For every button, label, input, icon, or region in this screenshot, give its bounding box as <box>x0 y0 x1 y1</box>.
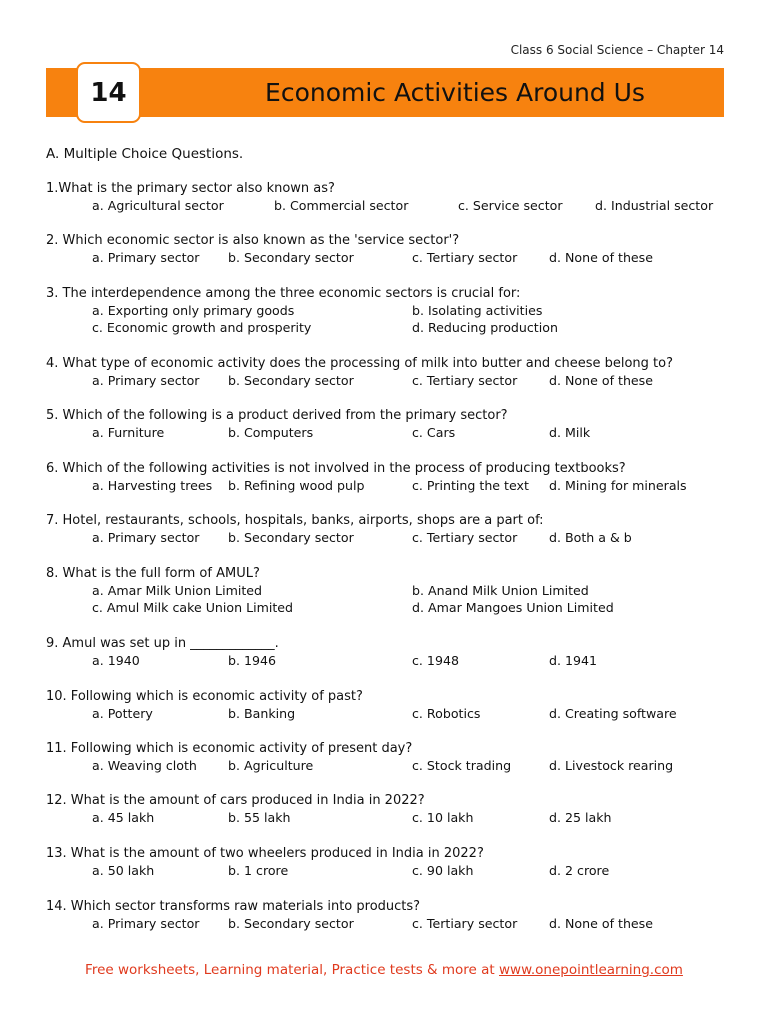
answer-option: a. Furniture <box>92 425 165 440</box>
answer-option: c. Service sector <box>458 198 563 213</box>
question-item <box>46 740 726 774</box>
option-row <box>46 705 726 722</box>
answer-option: c. Tertiary sector <box>412 373 518 388</box>
answer-option: b. Secondary sector <box>228 373 354 388</box>
option-row <box>46 477 726 494</box>
answer-option: b. Secondary sector <box>228 530 354 545</box>
question-text: 7. Hotel, restaurants, schools, hospitals, banks, airports, shops are a part of: <box>46 513 544 528</box>
question-item <box>46 688 726 722</box>
option-row <box>46 529 726 546</box>
answer-option: d. 25 lakh <box>549 810 612 825</box>
answer-option: c. Tertiary sector <box>412 916 518 931</box>
footer-text: Free worksheets, Learning material, Practice tests & more at <box>85 962 499 978</box>
answer-option: a. Primary sector <box>92 916 200 931</box>
answer-option: c. Printing the text <box>412 478 529 493</box>
answer-option: b. Anand Milk Union Limited <box>412 583 589 598</box>
question-text: 5. Which of the following is a product derived from the primary sector? <box>46 408 508 423</box>
option-row <box>46 302 726 319</box>
question-item <box>46 512 726 546</box>
answer-option: a. Pottery <box>92 706 153 721</box>
question-item <box>46 792 726 826</box>
option-row <box>46 915 726 932</box>
question-item <box>46 460 726 494</box>
answer-option: a. 1940 <box>92 653 140 668</box>
answer-option: d. Amar Mangoes Union Limited <box>412 600 614 615</box>
chapter-title-banner <box>46 68 724 117</box>
question-text: 10. Following which is economic activity of past? <box>46 689 363 704</box>
question-text: 14. Which sector transforms raw materials into products? <box>46 899 421 914</box>
answer-option: b. Commercial sector <box>274 198 409 213</box>
question-item <box>46 635 726 669</box>
answer-option: d. 2 crore <box>549 863 610 878</box>
question-item <box>46 232 726 266</box>
question-item <box>46 565 726 616</box>
answer-option: c. Stock trading <box>412 758 512 773</box>
option-row <box>46 197 726 214</box>
answer-option: b. Computers <box>228 425 314 440</box>
answer-option: d. Milk <box>549 425 591 440</box>
answer-option: b. Secondary sector <box>228 916 354 931</box>
answer-option: d. Both a & b <box>549 530 632 545</box>
answer-option: d. Reducing production <box>412 320 558 335</box>
question-text: 3. The interdependence among the three economic sectors is crucial for: <box>46 286 521 301</box>
option-row <box>46 582 726 599</box>
option-row <box>46 757 726 774</box>
answer-option: b. Isolating activities <box>412 303 543 318</box>
answer-option: c. Tertiary sector <box>412 250 518 265</box>
answer-option: b. Agriculture <box>228 758 314 773</box>
section-heading: A. Multiple Choice Questions. <box>46 146 244 162</box>
option-row <box>46 424 726 441</box>
answer-option: c. Robotics <box>412 706 481 721</box>
answer-option: c. 90 lakh <box>412 863 474 878</box>
answer-option: d. None of these <box>549 373 653 388</box>
answer-option: b. 55 lakh <box>228 810 291 825</box>
answer-option: a. Agricultural sector <box>92 198 224 213</box>
answer-option: a. Exporting only primary goods <box>92 303 295 318</box>
question-text: 12. What is the amount of cars produced in India in 2022? <box>46 793 425 808</box>
answer-option: d. Industrial sector <box>595 198 714 213</box>
question-text: 1.What is the primary sector also known as? <box>46 181 335 196</box>
answer-option: d. None of these <box>549 250 653 265</box>
question-text: 9. Amul was set up in _____________. <box>46 636 279 651</box>
question-text: 2. Which economic sector is also known as the 'service sector'? <box>46 233 460 248</box>
option-row <box>46 599 726 616</box>
answer-option: c. Tertiary sector <box>412 530 518 545</box>
question-item <box>46 845 726 879</box>
question-item <box>46 898 726 932</box>
answer-option: b. 1946 <box>228 653 277 668</box>
answer-option: a. Amar Milk Union Limited <box>92 583 263 598</box>
option-row <box>46 319 726 336</box>
answer-option: a. Weaving cloth <box>92 758 197 773</box>
option-row <box>46 809 726 826</box>
question-text: 13. What is the amount of two wheelers produced in India in 2022? <box>46 846 484 861</box>
answer-option: d. Creating software <box>549 706 677 721</box>
answer-option: d. 1941 <box>549 653 598 668</box>
answer-option: c. 10 lakh <box>412 810 474 825</box>
answer-option: a. 45 lakh <box>92 810 155 825</box>
answer-option: a. Primary sector <box>92 530 200 545</box>
answer-option: d. None of these <box>549 916 653 931</box>
answer-option: c. Amul Milk cake Union Limited <box>92 600 294 615</box>
answer-option: c. 1948 <box>412 653 459 668</box>
question-text: 4. What type of economic activity does the processing of milk into butter and cheese belong to? <box>46 356 673 371</box>
answer-option: c. Economic growth and prosperity <box>92 320 312 335</box>
chapter-title: Economic Activities Around Us <box>265 78 645 107</box>
option-row <box>46 652 726 669</box>
answer-option: a. Primary sector <box>92 373 200 388</box>
answer-option: d. Livestock rearing <box>549 758 674 773</box>
answer-option: a. 50 lakh <box>92 863 155 878</box>
answer-option: b. Secondary sector <box>228 250 354 265</box>
chapter-number-badge: 14 <box>76 62 141 123</box>
question-item <box>46 407 726 441</box>
answer-option: b. Banking <box>228 706 296 721</box>
answer-option: b. 1 crore <box>228 863 289 878</box>
answer-option: a. Harvesting trees <box>92 478 213 493</box>
answer-option: c. Cars <box>412 425 456 440</box>
answer-option: a. Primary sector <box>92 250 200 265</box>
footer-link[interactable]: www.onepointlearning.com <box>499 962 683 978</box>
answer-option: d. Mining for minerals <box>549 478 687 493</box>
option-row <box>46 249 726 266</box>
option-row <box>46 372 726 389</box>
question-item <box>46 285 726 336</box>
answer-option: b. Refining wood pulp <box>228 478 365 493</box>
footer <box>0 962 768 978</box>
question-text: 11. Following which is economic activity of present day? <box>46 741 413 756</box>
page-top-label: Class 6 Social Science – Chapter 14 <box>510 43 724 57</box>
question-text: 6. Which of the following activities is not involved in the process of producing textbooks? <box>46 461 626 476</box>
question-text: 8. What is the full form of AMUL? <box>46 566 260 581</box>
question-item <box>46 180 726 214</box>
question-item <box>46 355 726 389</box>
option-row <box>46 862 726 879</box>
